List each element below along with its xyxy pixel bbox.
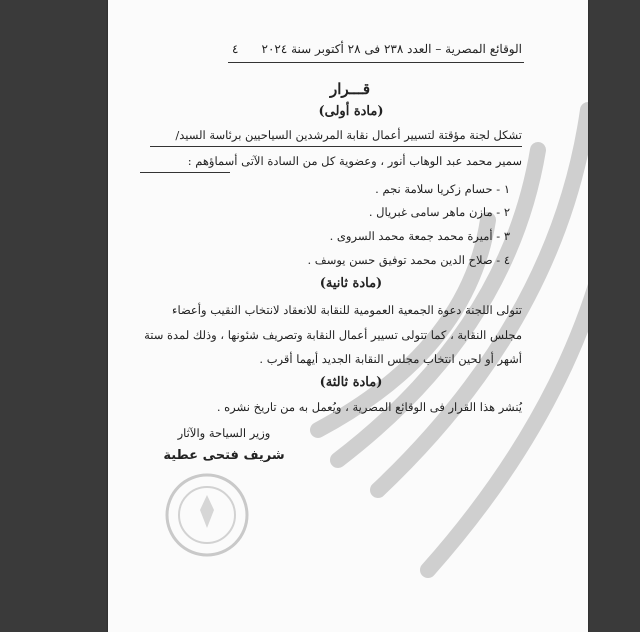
article-2-line-1: تتولى اللجنة دعوة الجمعية العمومية للنقابة للانعقاد لانتخاب النقيب وأعضاء xyxy=(172,303,522,317)
official-seal xyxy=(162,470,252,560)
member-2: ٢ - مازن ماهر سامى غبريال . xyxy=(368,205,510,219)
article-2-heading: (مادة ثانية) xyxy=(319,276,383,291)
article-2-line-2: مجلس النقابة ، كما تتولى تسيير أعمال النقابة وتصريف شئونها ، وذلك لمدة ستة xyxy=(144,328,522,342)
member-1: ١ - حسام زكريا سلامة نجم . xyxy=(375,182,510,196)
member-4: ٤ - صلاح الدين محمد توفيق حسن يوسف . xyxy=(307,253,510,267)
header-divider xyxy=(228,62,524,63)
viewer-right-margin xyxy=(588,0,640,632)
document-page xyxy=(108,0,588,632)
signer-name: شريف فتحى عطية xyxy=(163,448,285,463)
name-underline xyxy=(140,172,230,173)
member-3: ٣ - أميرة محمد جمعة محمد السروى . xyxy=(329,229,510,243)
article-2-line-3: أشهر أو لحين انتخاب مجلس النقابة الجديد أيهما أقرب . xyxy=(259,352,522,366)
article-1-line-1: تشكل لجنة مؤقتة لتسيير أعمال نقابة المرشدين السياحيين برئاسة السيد/ xyxy=(175,128,522,142)
decree-title: قـــرار xyxy=(329,80,371,98)
header-title: الوقائع المصرية – العدد ٢٣٨ فى ٢٨ أكتوبر سنة ٢٠٢٤ xyxy=(261,42,522,56)
article-3-line-1: يُنشر هذا القرار فى الوقائع المصرية ، ويُعمل به من تاريخ نشره . xyxy=(216,400,522,414)
article-3-heading: (مادة ثالثة) xyxy=(319,375,383,390)
gazette-header xyxy=(232,42,522,60)
header-page-number: ٤ xyxy=(232,42,239,56)
article-1-underline xyxy=(150,146,522,147)
article-1-line-2: سمير محمد عبد الوهاب أنور ، وعضوية كل من السادة الآتى أسماؤهم : xyxy=(187,154,522,168)
viewer-left-margin xyxy=(0,0,108,632)
minister-title: وزير السياحة والآثار xyxy=(177,426,271,440)
article-1-heading: (مادة أولى) xyxy=(318,104,384,119)
